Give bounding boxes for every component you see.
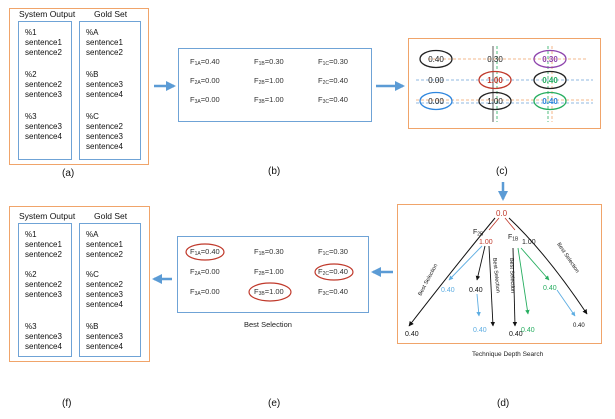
panel-b-cell-3c: $F_{3C}=0.40$	[318, 95, 348, 105]
panel-a-right-group-2: %B sentence3 sentence4	[86, 70, 123, 99]
panel-b-cell-2a: $F_{2A}=0.00$	[190, 76, 220, 86]
panel-e-cell-3a: $F_{3A}=0.00$	[190, 287, 220, 297]
panel-f-caption: (f)	[62, 398, 72, 409]
panel-b-cell-3a: $F_{3A}=0.00$	[190, 95, 220, 105]
panel-e-cell-3b: $F_{3B}=1.00$	[254, 287, 284, 297]
panel-e-cell-2a: $F_{2A}=0.00$	[190, 267, 220, 277]
panel-c-value-r2c1: 0.00	[428, 76, 444, 85]
panel-c-value-r3c1: 0.00	[428, 97, 444, 106]
panel-c-value-r1c1: 0.40	[428, 55, 444, 64]
panel-d-leaf-3: 0.40	[405, 331, 419, 338]
panel-f-gold-set-title: Gold Set	[94, 211, 128, 221]
panel-c-caption: (c)	[496, 166, 508, 177]
panel-d-best-label-4: Best Selection	[555, 241, 580, 275]
panel-d-leaf-7: 0.40	[543, 285, 557, 292]
panel-d-root: 0.0	[496, 209, 508, 218]
panel-f-left-group-1: %1 sentence1 sentence2	[25, 230, 62, 259]
panel-a-left-group-3: %3 sentence3 sentence4	[25, 112, 62, 141]
panel-a-left-group-1: %1 sentence1 sentence2	[25, 28, 62, 57]
panel-c-value-r1c3: 0.30	[542, 55, 558, 64]
panel-b-cell-1a: $F_{1A}=0.40$	[190, 57, 220, 67]
panel-e-cell-1a: $F_{1A}=0.40$	[190, 247, 220, 257]
panel-e-cell-2c: $F_{2C}=0.40$	[318, 267, 348, 277]
panel-d-f1b-label: $F_{1B}$	[508, 234, 519, 243]
panel-f-system-output-title: System Output	[19, 211, 76, 221]
panel-a-left-group-2: %2 sentence2 sentence3	[25, 70, 62, 99]
panel-b-caption: (b)	[268, 166, 281, 177]
panel-e-best-selection-label: Best Selection	[244, 320, 292, 329]
panel-d-f1b-value: 1.00	[522, 239, 536, 246]
panel-d-leaf-5: 0.40	[509, 331, 523, 338]
panel-d-f2b-value: 1.00	[479, 239, 493, 246]
panel-e-cell-1c: $F_{1C}=0.30$	[318, 247, 348, 257]
panel-c-value-r3c2: 1.00	[487, 97, 503, 106]
panel-c-value-r2c2: 1.00	[487, 76, 503, 85]
panel-d-best-label-1: Best Selection	[417, 263, 440, 297]
panel-d-f2b-label: $F_{2B}$	[473, 229, 484, 238]
panel-d-best-label-2: Best Selection	[491, 257, 501, 294]
panel-a-caption: (a)	[62, 168, 75, 179]
panel-b-cell-1b: $F_{1B}=0.30$	[254, 57, 284, 67]
panel-e-cell-2b: $F_{2B}=1.00$	[254, 267, 284, 277]
panel-c-value-r2c3: 0.40	[542, 76, 558, 85]
panel-c-value-r3c3: 0.40	[542, 97, 558, 106]
panel-e-cell-3c: $F_{3C}=0.40$	[318, 287, 348, 297]
panel-f-left-group-2: %2 sentence2 sentence3	[25, 270, 62, 299]
panel-d-leaf-2: 0.40	[469, 287, 483, 294]
panel-d-leaf-1: 0.40	[441, 287, 455, 294]
panel-d-title: Technique Depth Search	[472, 351, 544, 358]
panel-c-value-r1c2: 0.30	[487, 55, 503, 64]
panel-d-leaf-8: 0.40	[573, 323, 585, 329]
panel-b-cell-2c: $F_{2C}=0.40$	[318, 76, 348, 86]
panel-e-caption: (e)	[268, 398, 281, 409]
panel-f-left-group-3: %3 sentence3 sentence4	[25, 322, 62, 351]
panel-e-cell-1b: $F_{1B}=0.30$	[254, 247, 284, 257]
panel-d-caption: (d)	[497, 398, 510, 409]
panel-a-system-output-title: System Output	[19, 9, 76, 19]
panel-d-leaf-6: 0.40	[521, 327, 535, 334]
panel-a-gold-set-title: Gold Set	[94, 9, 128, 19]
panel-b-cell-3b: $F_{3B}=1.00$	[254, 95, 284, 105]
panel-d-best-label-3: Best Selection	[508, 257, 516, 294]
panel-b-cell-1c: $F_{1C}=0.30$	[318, 57, 348, 67]
panel-a-right-group-1: %A sentence1 sentence2	[86, 28, 123, 57]
panel-b-cell-2b: $F_{2B}=1.00$	[254, 76, 284, 86]
panel-a-right-group-3: %C sentence2 sentence3 sentence4	[86, 112, 123, 151]
panel-f-right-group-2: %C sentence2 sentence3 sentence4	[86, 270, 123, 309]
panel-f-right-group-3: %B sentence3 sentence4	[86, 322, 123, 351]
panel-d-leaf-4: 0.40	[473, 327, 487, 334]
panel-f-right-group-1: %A sentence1 sentence2	[86, 230, 123, 259]
